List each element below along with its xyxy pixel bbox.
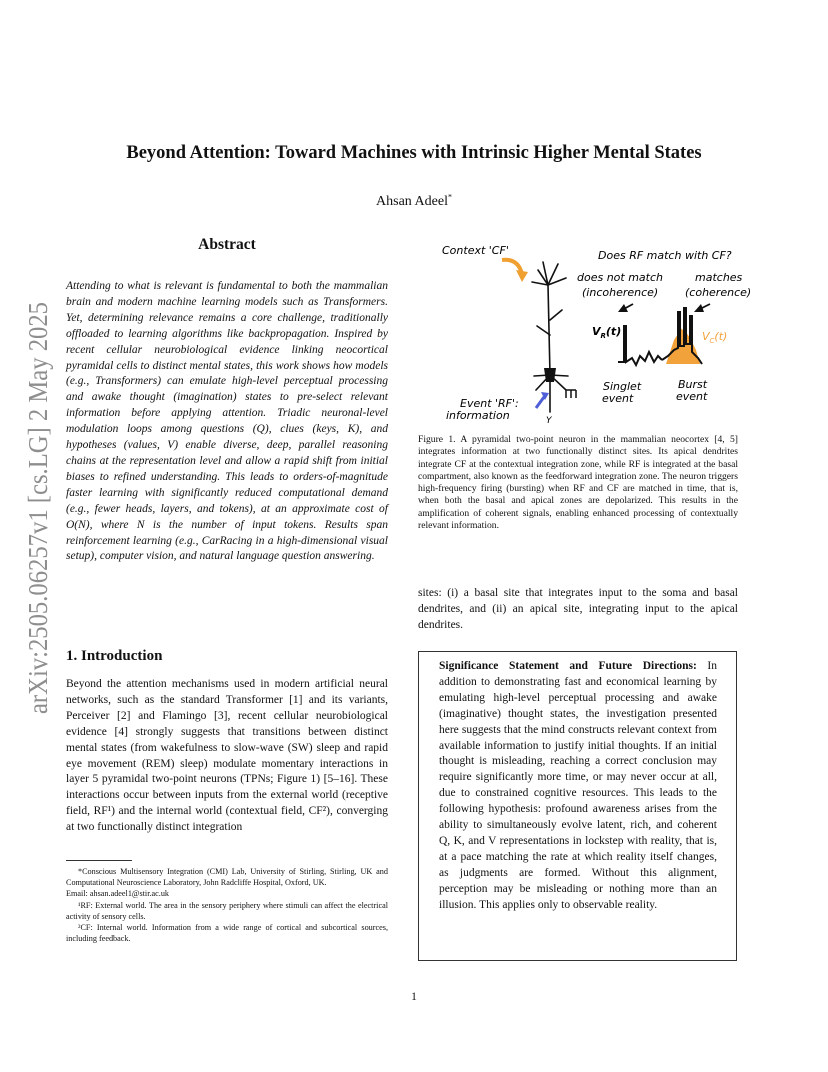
singlet-label-1: Singlet — [603, 380, 642, 393]
introduction-paragraph: Beyond the attention mechanisms used in modern artificial neural networks, such as the standard Transformer [1] and its variants, Perceiver [2] and Flamingo [3], recent cellular neurobiological evidence [4] strongly suggests that transitions between distinct mental states (from wakefulness to slow-wave (SW) sleep and rapid eye movement (REM) sleep) modulate momentary interactions in layer 5 pyramidal two-point neurons (TPNs; Figure 1) [5–16]. These interactions occur between inputs from the external world (receptive field, RF¹) and the internal world (contextual field, CF²), converging at two functionally distinct integration — [66, 678, 388, 834]
event-label-2: information — [446, 409, 510, 422]
intro-continuation: sites: (i) a basal site that integrates input to the soma and basal dendrites, and (ii) an apical site, integrating input to the apical dendrites. — [418, 587, 738, 631]
author-footnote-mark: * — [447, 192, 452, 202]
footnote-rf: ¹RF: External world. The area in the sensory periphery where stimuli can affect the electrical activity of sensory cells. — [66, 900, 388, 921]
abstract-body: Attending to what is relevant is fundamental to both the mammalian brain and modern machine learning models such as Transformers. Yet, determining relevance remains a core challenge, traditionally offloaded to learning algorithms like backpropagation. Inspired by recent cellular neurobiological evidence linking neocortical pyramidal cells to distinct mental states, this work shows how models (e.g., Transformers) can emulate high-level perceptual processing and awake thought (imagination) states to pre-select relevant information before applying attention. Triadic neuronal-level modulation loops among questions (Q), clues (keys, K), and hypotheses (values, V) enable diverse, deep, parallel reasoning chains at the representation level and allow a rapid shift from initial biases to refined understanding. This leads to orders-of-magnitude faster learning with significantly reduced computational demand (e.g., fewer heads, layers, and tokens), at an approximate cost of O(N), where N is the number of input tokens. Results span reinforcement learning (e.g., CarRacing in a high-dimensional visual setup), computer vision, and natural language question answering. — [66, 280, 388, 563]
pointer-coherence-head — [694, 304, 704, 312]
significance-body: In addition to demonstrating fast and economical learning by emulating high-level perceptual processing and awake (imaginative) thought states, the investigation presented here suggests that the mind constructs relevant context from available information to justify initial thoughts. If an initial thought is misleading, reaching a correct conclusion may require significantly more time, or may never occur at all, due to constrained cognitive resources. This leads to the following hypothesis: profound awareness arises from the ability to simultaneously evolve latent, rich, and coherent Q, K, and V representations in lockstep with reality, that is, at a pace matching the rate at which reality itself changes, as judgments are formed. Without this alignment, perception may be misleading or nothing more than an illusion. This applies only to observable reality. — [439, 660, 717, 911]
axon-terminal — [566, 390, 576, 398]
context-label: Context 'CF' — [442, 244, 509, 257]
arxiv-stamp — [10, 300, 60, 720]
footnote-email: Email: ahsan.adeel1@stir.ac.uk — [66, 889, 170, 899]
abstract-heading: Abstract — [198, 236, 256, 253]
significance-paragraph — [439, 659, 717, 914]
paper-title: Beyond Attention: Toward Machines with Intrinsic Higher Mental States — [126, 143, 702, 163]
event-arrow — [536, 397, 544, 408]
burst-label-2: event — [676, 390, 708, 403]
page-number: 1 — [411, 991, 417, 1003]
vc-label: $V_C(t)$ — [702, 330, 728, 345]
pyramidal-neuron — [532, 262, 568, 412]
incoherence-label: (incoherence) — [582, 286, 659, 299]
footnotes — [66, 866, 388, 944]
coherence-label: (coherence) — [685, 286, 752, 299]
question-label: Does RF match with CF? — [598, 249, 732, 262]
figure-1-caption: Figure 1. A pyramidal two-point neuron in the mammalian neocortex [4, 5] integrates information at two functionally distinct sites. Its apical dendrites integrate CF at the contextual integration zone, while RF is integrated at the basal compartment, also known as the feedforward integration zone. The neuron triggers high-frequency firing (bursting) when RF and CF are matched in time, that is, when both the basal and apical zones are depolarized. This results in the amplification of coherent signals, enabling enhanced processing of contextually relevant information. — [418, 434, 738, 532]
does-not-match-label: does not match — [577, 271, 664, 284]
footnote-divider — [66, 860, 132, 861]
significance-box — [418, 651, 737, 961]
event-label-1: Event 'RF': — [460, 397, 519, 410]
burst-label-1: Burst — [678, 378, 708, 391]
context-arrowhead — [516, 270, 528, 282]
vr-label: $V_R(t)$ — [592, 325, 622, 340]
author-name: Ahsan Adeel — [376, 194, 448, 209]
figure-1-diagram — [440, 240, 770, 425]
singlet-label-2: event — [602, 392, 634, 405]
arxiv-id: arXiv:2505.06257v1 [cs.LG] 2 May 2025 — [23, 300, 53, 714]
footnote-affiliation: *Conscious Multisensory Integration (CMI) Lab, University of Stirling, Stirling, UK and Computational Neuroscience Laboratory, John Radcliffe Hospital, Oxford, UK. — [66, 867, 388, 888]
footnote-cf: ²CF: Internal world. Information from a wide range of cortical and subcortical sources, including feedback. — [66, 923, 388, 944]
neuron-soma — [544, 368, 556, 382]
significance-heading: Significance Statement and Future Directions: — [439, 660, 697, 672]
singlet-trace — [618, 326, 662, 365]
section-heading-introduction: 1. Introduction — [66, 648, 163, 664]
author-line — [0, 194, 828, 210]
y-label: Y — [546, 416, 552, 425]
matches-label: matches — [695, 271, 743, 284]
